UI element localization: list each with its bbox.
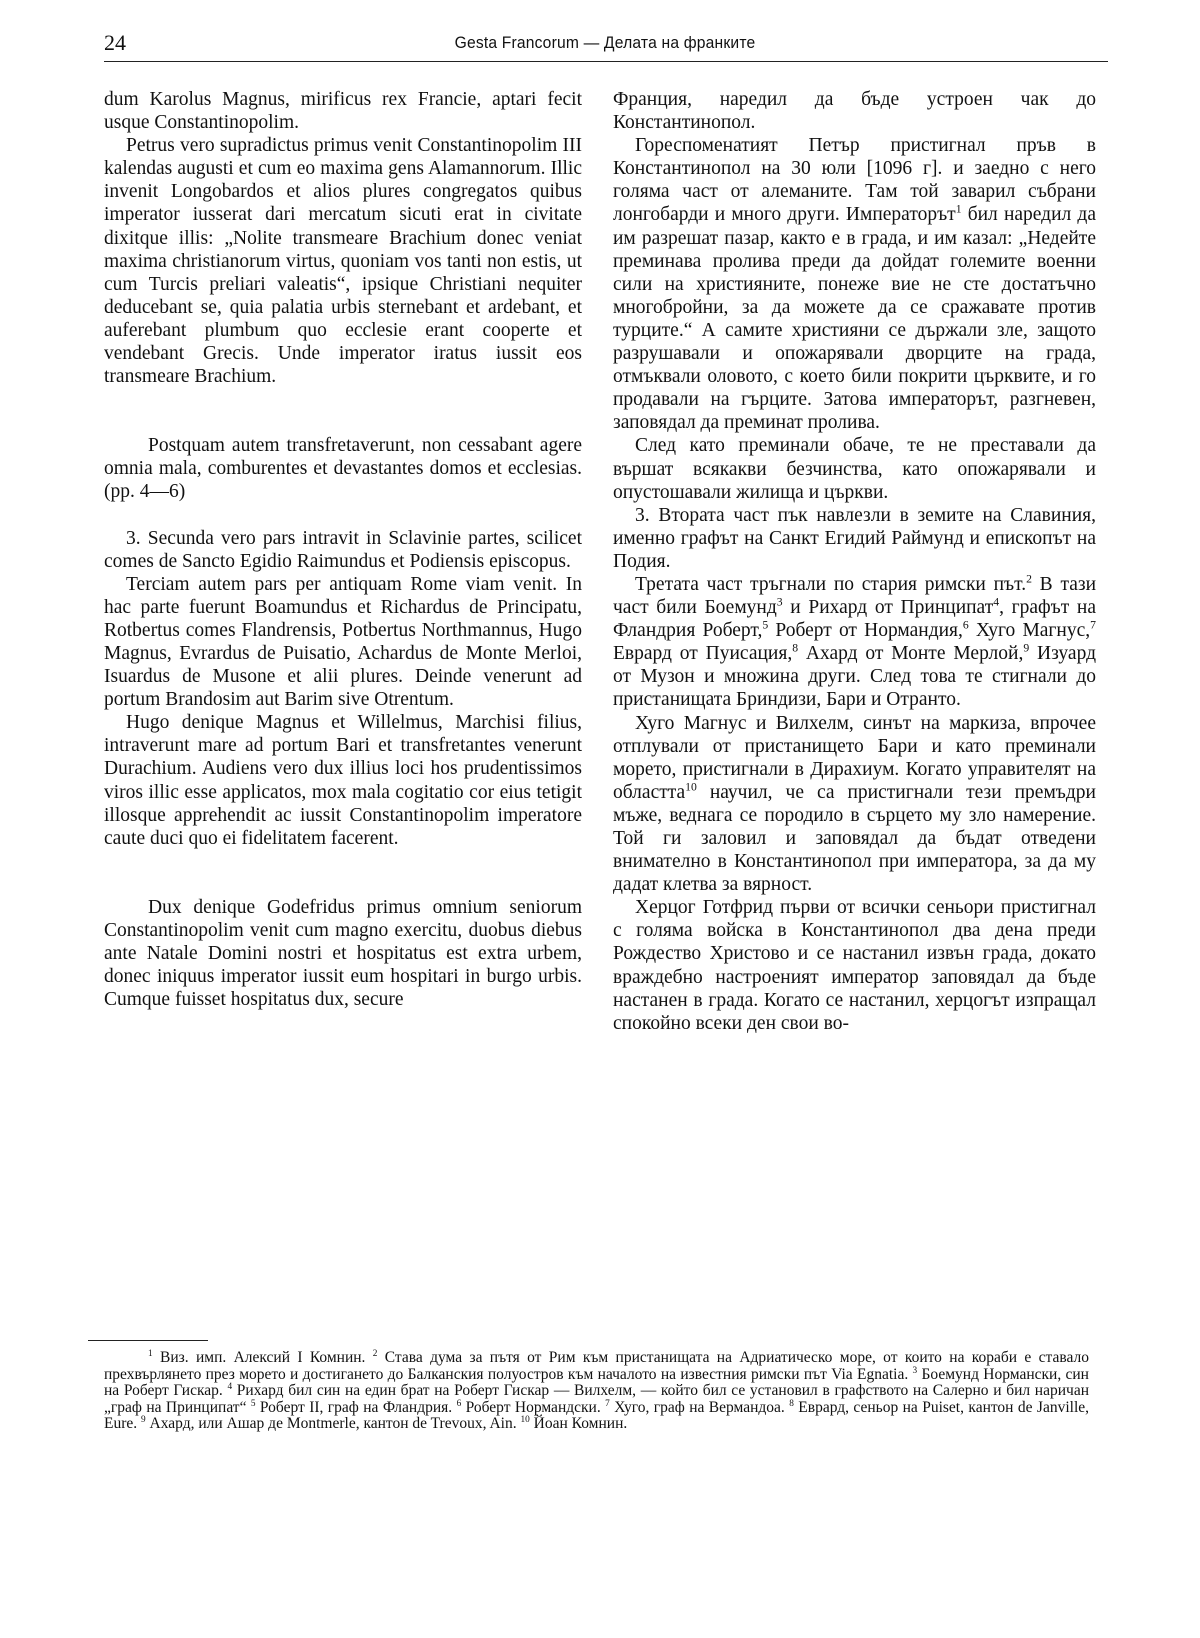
- header-rule: [104, 61, 1108, 62]
- bulgarian-paragraph: Херцог Готфрид първи от всички сеньори пристигнал с голяма войска в Константинопол два дена преди Рождество Христово и се настанил извън града, докато враждебно настроеният император заповядал да бъде настанен в града. Когато се настанил, херцогът изпращал спокойно всеки ден свои во-: [613, 897, 1096, 1034]
- paragraph-text: научил, че са пристигнали тези премъдри мъже, веднага се породило в сърцето му зло намерение. Той ги заловил и заповядал да бъдат отведени внимателно в Константинопол при императора, за да му дадат клетва за вярност.: [613, 781, 1096, 896]
- paragraph-text: , графът на Фландрия Роберт,: [613, 597, 1097, 642]
- footnote-number: 9: [141, 1415, 146, 1426]
- footnote-text: Рихард бил син на един брат на Роберт Гискар — Вилхелм, — който бил се установил в графството на Салерно и бил наричан „граф на Принципат“: [104, 1382, 1089, 1416]
- latin-paragraph: dum Karolus Magnus, mirificus rex Francie, aptari fecit usque Constantinopolim.: [104, 89, 582, 134]
- paragraph-text: Третата част тръгнали по стария римски път.: [635, 573, 1027, 595]
- footnote-number: 7: [605, 1398, 610, 1409]
- paragraph-text: и Рихард от Принципат: [782, 597, 994, 619]
- footnote-number: 10: [520, 1415, 530, 1426]
- footnote-text: Йоан Комнин.: [529, 1415, 628, 1433]
- footnote-ref[interactable]: 2: [1026, 572, 1032, 586]
- paragraph-text: В тази част били Боемунд: [613, 573, 1097, 619]
- paragraph-text: Еврард от Пуисация,: [613, 643, 793, 665]
- footnote-ref[interactable]: 3: [776, 595, 783, 609]
- footnote-ref[interactable]: 9: [1023, 641, 1030, 655]
- paragraph-text: бил наредил да им разрешат пазар, както е в града, и им казал: „Недейте преминава пролива преди да дойдат големите военни сили на християните, понеже вие не сте достатъчно многобройни, за да можете да се сражавате против турците.“ А самите християни се държали зле, защото разрушавали и опожарявали дворците на града, отмъквали оловото, с което били покрити църквите, и го продавали на гърците. Затова императорът, разгневен, заповядал да преминат пролива.: [613, 204, 1096, 434]
- bulgarian-paragraph: [613, 712, 1096, 897]
- page-header: [104, 30, 1106, 58]
- latin-paragraph: Postquam autem transfretaverunt, non cessabant agere omnia mala, comburentes et devastantes domos et ecclesias. (pp. 4—6): [104, 435, 582, 503]
- paragraph-text: Роберт от Нормандия,: [768, 620, 963, 642]
- bulgarian-paragraph: [613, 573, 1096, 712]
- page-number: 24: [104, 30, 126, 55]
- bulgarian-paragraph: След като преминали обаче, те не преставали да вършат всякакви безчинства, като опожарявали и опустошавали жилища и църкви.: [613, 435, 1096, 503]
- latin-paragraph: Dux denique Godefridus primus omnium seniorum Constantinopolim venit cum magno exercitu, duobus diebus ante Natale Domini nostri et hospitatus est extra urbem, donec iniquus imperator iussit eum hospitari in burgo urbis. Cumque fuisset hospitatus dux, secure: [104, 896, 582, 1011]
- paragraph-text: Хуго Магнус и Вилхелм, синът на маркиза, впрочее отплували от пристанището Бари и като преминали морето, пристигнали в Дирахиум. Когато управителят на областта: [613, 712, 1096, 803]
- footnote-number: 8: [789, 1398, 794, 1409]
- paragraph-text: Ахард от Монте Мерлой,: [798, 643, 1024, 665]
- footnote-ref[interactable]: 7: [1090, 618, 1096, 632]
- latin-paragraph: Hugo denique Magnus et Willelmus, Marchisi filius, intraverunt mare ad portum Bari et transfretantes venerunt Durachium. Audiens vero dux illius loci hos prudentissimos viros illic esse applicatos, mox mala cogitatio cor eius tetigit illosque apprehendit ac iussit Constantinopolim imperatore caute duci quo ei fidelitatem facerent.: [104, 712, 582, 849]
- footnote-number: 5: [250, 1398, 256, 1409]
- footnote-text: Роберт Нормандски.: [461, 1398, 606, 1416]
- running-title: Gesta Francorum — Делата на франките: [454, 33, 756, 52]
- footnote-text: Става дума за пътя от Рим към пристанищата на Адриатическо море, от които на кораби е ставало прехвърлянето през морето и достигането до Балканския полуостров към началото на известния римски път Via Egnatia.: [104, 1349, 1089, 1383]
- footnote-ref[interactable]: 8: [792, 641, 799, 655]
- footnote-text: Хуго, граф на Вермандоа.: [609, 1398, 790, 1416]
- bulgarian-column: [613, 88, 1096, 1035]
- footnote-number: 6: [456, 1398, 462, 1409]
- footnote-text: Еврард, сеньор на Puiset, кантон de Janville, Eure.: [104, 1398, 1090, 1433]
- footnote-text: Боемунд Нормански, син на Роберт Гискар.: [104, 1365, 1089, 1400]
- footnote-block: [104, 1350, 1089, 1433]
- footnote-text: Роберт II, граф на Фландрия.: [255, 1398, 457, 1416]
- footnote-ref[interactable]: 4: [993, 595, 1000, 609]
- paragraph-text: Гореспоменатият Петър пристигнал пръв в Константинопол на 30 юли [1096 г]. и заедно с него голяма част от алеманите. Там той заварил събрани лонгобарди и много други. Императорът: [613, 135, 1096, 226]
- footnote-ref[interactable]: 5: [762, 618, 769, 632]
- footnote-text: Виз. имп. Алексий I Комнин.: [152, 1349, 373, 1366]
- latin-paragraph: Terciam autem pars per antiquam Rome viam venit. In hac parte fuerunt Boamundus et Richardus de Principatu, Rotbertus comes Flandrensis, Potbertus Northmannus, Hugo Magnus, Evrardus de Puisatio, Achardus de Monte Merloi, Isuardus de Musone et alii plures. Deinde venerunt ad portum Brandosim aut Barim sive Otrentum.: [104, 573, 582, 711]
- bulgarian-paragraph: 3. Втората част пък навлезли в земите на Славиния, именно графът на Санкт Егидий Раймунд и епископът на Подия.: [613, 504, 1096, 572]
- footnote-number: 2: [372, 1348, 378, 1359]
- footnote-ref[interactable]: 6: [962, 618, 969, 632]
- footnote-ref[interactable]: 10: [685, 780, 697, 794]
- footnote-text: Ахард, или Ашар де Montmerle, кантон de Trevoux, Ain.: [145, 1415, 521, 1433]
- footnotes: [104, 1350, 1089, 1433]
- footnote-number: 4: [227, 1382, 233, 1393]
- footnote-ref[interactable]: 1: [955, 202, 962, 216]
- paragraph-text: Хуго Магнус,: [968, 620, 1091, 642]
- bulgarian-paragraph: Франция, наредил да бъде устроен чак до Константинопол.: [613, 89, 1096, 134]
- latin-paragraph: Petrus vero supradictus primus venit Constantinopolim III kalendas augusti et cum eo maxima gens Alamannorum. Illic invenit Longobardos et alios plures congregatos quibus imperator iusserat dari mercatum sicuti erat in civitate dixitque illis: „Nolite transmeare Brachium donec veniat maxima christianorum virtus, quoniam vos tanti non estis, ut cum Turcis preliari valeatis“, ipsique Christiani nequiter deducebant se, quia palatia urbis sternebant et ardebant, et auferebant plumbum quo ecclesie erant cooperte et vendebant Grecis. Unde imperator iratus iussit eos transmeare Brachium.: [104, 135, 582, 388]
- latin-column: [104, 88, 582, 1011]
- latin-paragraph: 3. Secunda vero pars intravit in Sclavinie partes, scilicet comes de Sancto Egidio Raimundus et Podiensis episcopus.: [104, 527, 582, 572]
- bulgarian-paragraph: [613, 134, 1096, 434]
- footnote-rule: [88, 1340, 208, 1341]
- footnote-number: 3: [912, 1365, 918, 1376]
- footnote-number: 1: [148, 1348, 153, 1359]
- paragraph-text: Изуард от Музон и множина други. След това те стигнали до пристанищата Бриндизи, Бари и Отранто.: [613, 643, 1096, 711]
